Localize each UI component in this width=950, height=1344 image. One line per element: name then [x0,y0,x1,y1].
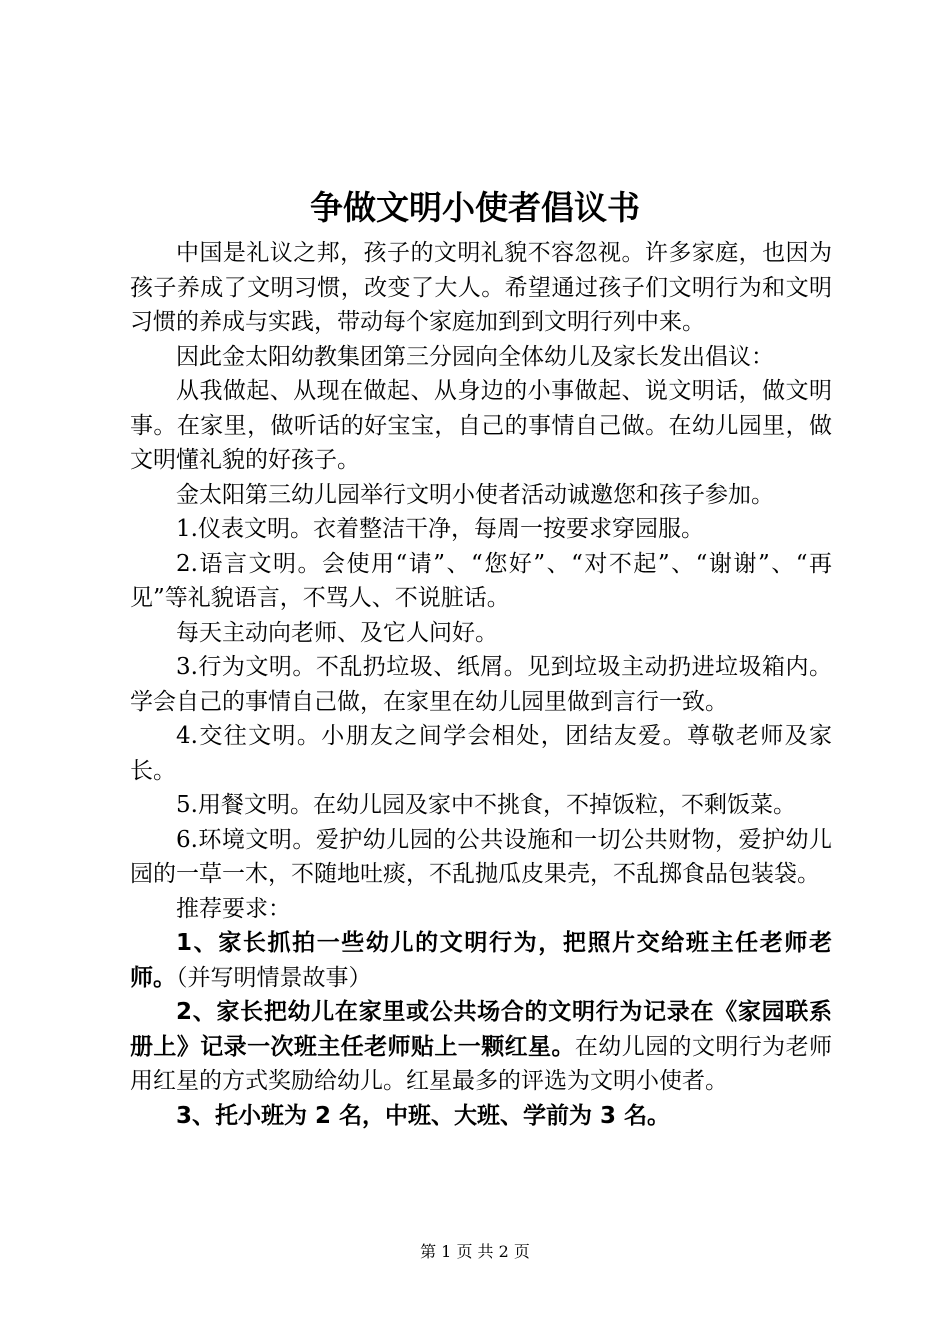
requirement-normal-text: （并写明情景故事） [176,964,372,991]
requirement-bold-text: 3、托小班为 2 名，中班、大班、学前为 3 名。 [176,1102,671,1129]
paragraph: 每天主动向老师、及它人问好。 [176,619,498,646]
requirement-item [130,995,832,1099]
requirement-item [130,926,832,995]
paragraph: 3.行为文明。不乱扔垃圾、纸屑。见到垃圾主动扔进垃圾箱内。学会自己的事情自己做，在家里在幼儿园里做到言行一致。 [130,654,832,715]
paragraph: 2.语言文明。会使用“请”、“您好”、“对不起”、“谢谢”、“再见”等礼貌语言，不骂人、不说脏话。 [130,550,832,611]
paragraph: 1.仪表文明。衣着整洁干净，每周一按要求穿园服。 [176,516,704,542]
document-body [130,236,832,1133]
page-footer: 第 1 页 共 2 页 [420,1242,530,1261]
paragraph: 5.用餐文明。在幼儿园及家中不挑食，不掉饭粒，不剩饭菜。 [176,792,796,818]
requirement-bold-text: 1、家长抓拍一些幼儿的文明行为，把照片交给班主任老师老师。 [130,930,832,991]
requirement-item [130,1099,832,1134]
paragraph: 6.环境文明。爱护幼儿园的公共设施和一切公共财物，爱护幼儿园的一草一木，不随地吐痰，不乱抛瓜皮果壳，不乱掷食品包装袋。 [130,826,832,887]
paragraph: 4.交往文明。小朋友之间学会相处，团结友爱。尊敬老师及家长。 [130,723,832,784]
paragraph: 从我做起、从现在做起、从身边的小事做起、说文明话，做文明事。在家里，做听话的好宝宝，自己的事情自己做。在幼儿园里，做文明懂礼貌的好孩子。 [130,378,832,473]
requirement-bold-text: 2、家长把幼儿在家里或公共场合的文明行为记录在《家园联系册上》记录一次班主任老师贴上一颗红星。 [130,999,832,1060]
paragraph: 推荐要求： [176,895,291,922]
requirement-normal-text: 在幼儿园的文明行为老师用红星的方式奖励给幼儿。红星最多的评选为文明小使者。 [130,1033,833,1094]
paragraph: 金太阳第三幼儿园举行文明小使者活动诚邀您和孩子参加。 [176,481,774,508]
document-title: 争做文明小使者倡议书 [310,188,640,227]
paragraph: 中国是礼议之邦，孩子的文明礼貌不容忽视。许多家庭，也因为孩子养成了文明习惯，改变了大人。希望通过孩子们文明行为和文明习惯的养成与实践，带动每个家庭加到到文明行列中来。 [130,240,832,335]
paragraph: 因此金太阳幼教集团第三分园向全体幼儿及家长发出倡议： [176,343,774,370]
